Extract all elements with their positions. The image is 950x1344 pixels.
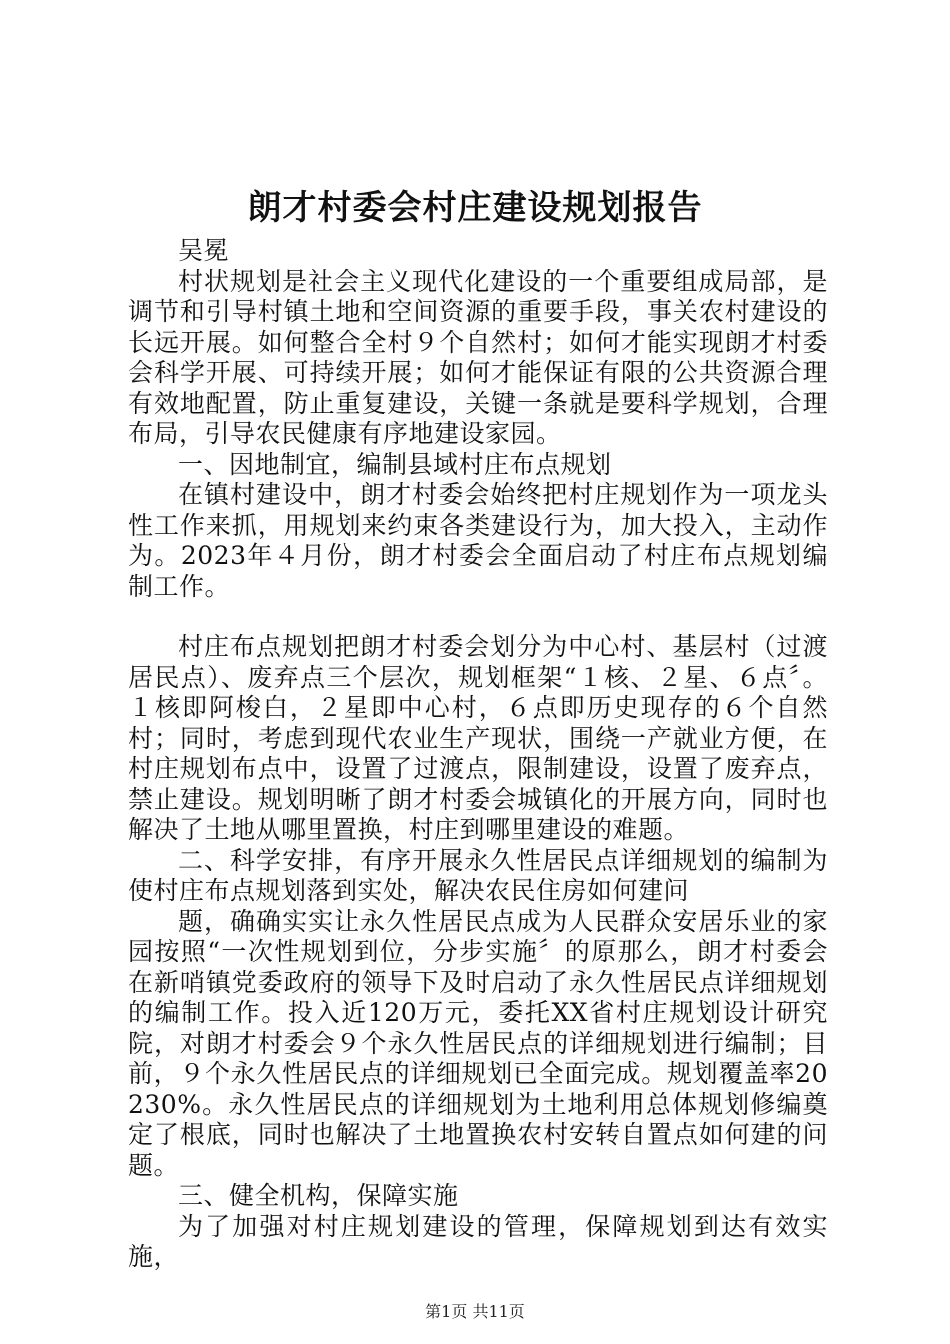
paragraph-intro: 村状规划是社会主义现代化建设的一个重要组成局部，是调节和引导村镇土地和空间资源的重要手段，事关农村建设的长远开展。如何整合全村９个自然村；如何才能实现朗才村委会科学开展、可持续开展；如何才能保证有限的公共资源合理有效地配置，防止重复建设，关键一条就是要科学规划，合理布局，引导农民健康有序地建设家园。	[128, 266, 828, 448]
document-title: 朗才村委会村庄建设规划报告	[247, 188, 703, 228]
section-heading-2: 二、科学安排，有序开展永久性居民点详细规划的编制为使村庄布点规划落到实处，解决农民住房如何建问	[128, 845, 828, 905]
paragraph-section-1-a: 在镇村建设中，朗才村委会始终把村庄规划作为一项龙头性工作来抓，用规划来约束各类建设行为，加大投入，主动作为。2023年４月份，朗才村委会全面启动了村庄布点规划编制工作。	[128, 480, 828, 601]
paragraph-section-3: 为了加强对村庄规划建设的管理，保障规划到达有效实施，	[128, 1211, 828, 1271]
section-heading-1: 一、因地制宜，编制县域村庄布点规划	[178, 449, 612, 479]
page-footer: 第1页 共11页	[425, 1302, 525, 1321]
document-body	[128, 236, 828, 1273]
paragraph-section-2: 题，确确实实让永久性居民点成为人民群众安居乐业的家园按照“一次性规划到位，分步实施〞的原那么，朗才村委会在新哨镇党委政府的领导下及时启动了永久性居民点详细规划的编制工作。投入近120万元，委托XX省村庄规划设计研究院，对朗才村委会９个永久性居民点的详细规划进行编制；目前，９个永久性居民点的详细规划已全面完成。规划覆盖率20230%。永久性居民点的详细规划为土地利用总体规划修编奠定了根底，同时也解决了土地置换农村安转自置点如何建的问题。	[128, 906, 828, 1180]
section-heading-3: 三、健全机构，保障实施	[178, 1181, 459, 1210]
paragraph-section-1-b: 村庄布点规划把朗才村委会划分为中心村、基层村（过渡居民点）、废弃点三个层次，规划框架“１核、２星、６点〞。１核即阿梭白，２星即中心村，６点即历史现存的６个自然村；同时，考虑到现代农业生产现状，围绕一产就业方便，在村庄规划布点中，设置了过渡点，限制建设，设置了废弃点，禁止建设。规划明晰了朗才村委会城镇化的开展方向，同时也解决了土地从哪里置换，村庄到哪里建设的难题。	[128, 632, 828, 844]
author-line: 吴冕	[178, 236, 230, 265]
